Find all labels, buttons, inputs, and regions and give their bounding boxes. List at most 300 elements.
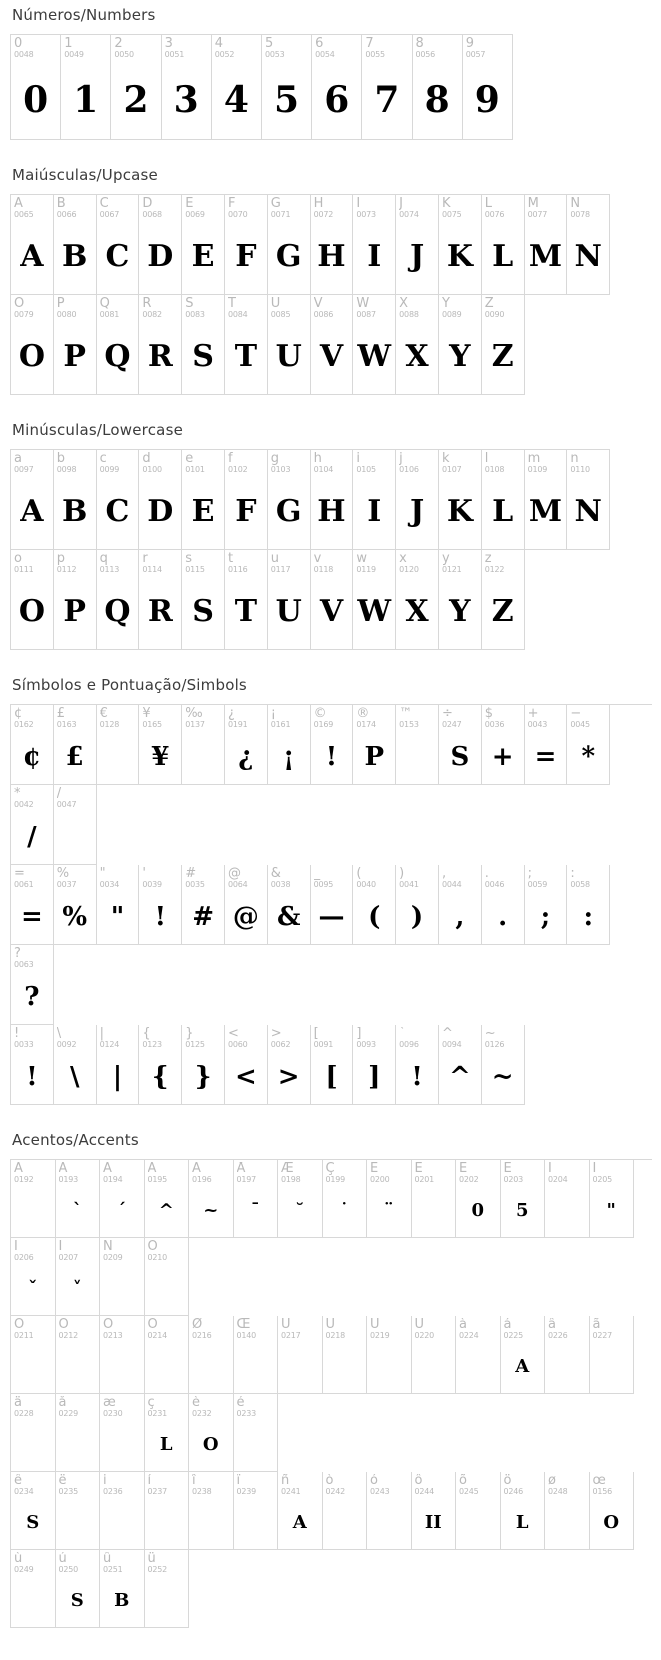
glyph-header — [439, 705, 481, 730]
glyph-cell[interactable] — [225, 450, 268, 550]
glyph-cell[interactable] — [11, 195, 54, 295]
glyph-cell[interactable] — [111, 35, 161, 140]
glyph-char-label: @ — [227, 867, 241, 881]
glyph-preview: [ — [325, 1062, 338, 1093]
glyph-char-label: ä — [14, 1396, 22, 1410]
glyph-cell[interactable] — [225, 1025, 268, 1105]
glyph-preview: ˙ — [339, 1200, 349, 1222]
glyph-cell[interactable] — [162, 35, 212, 140]
glyph-cell[interactable] — [54, 865, 97, 945]
glyph-preview: ´ — [117, 1200, 127, 1222]
glyph-cell[interactable] — [11, 1550, 56, 1628]
glyph-header — [100, 1550, 144, 1575]
glyph-cell[interactable] — [11, 550, 54, 650]
glyph-cell[interactable] — [234, 1472, 279, 1550]
glyph-char-label: f — [227, 452, 233, 466]
glyph-cell[interactable] — [189, 1472, 234, 1550]
section-title: Minúsculas/Lowercase — [12, 421, 184, 439]
glyph-cell[interactable] — [97, 705, 140, 785]
glyph-cell[interactable] — [262, 35, 312, 140]
glyph-header — [312, 35, 361, 60]
glyph-preview — [54, 810, 96, 864]
glyph-cell[interactable] — [463, 35, 513, 140]
glyph-header — [56, 1394, 100, 1419]
glyph-cell[interactable] — [268, 550, 311, 650]
glyph-cell[interactable] — [439, 295, 482, 395]
glyph-cell[interactable] — [311, 195, 354, 295]
glyph-cell[interactable] — [396, 295, 439, 395]
glyph-cell[interactable] — [439, 865, 482, 945]
glyph-cell[interactable] — [396, 1025, 439, 1105]
glyph-grid — [10, 1159, 652, 1316]
glyph-header — [11, 1394, 55, 1419]
glyph-cell[interactable] — [100, 1394, 145, 1472]
glyph-cell[interactable] — [56, 1550, 101, 1628]
glyph-grid — [10, 550, 525, 650]
glyph-code-label: 0196 — [192, 1175, 212, 1184]
glyph-cell[interactable] — [145, 1160, 190, 1238]
glyph-cell[interactable] — [97, 295, 140, 395]
glyph-cell[interactable] — [11, 1160, 56, 1238]
glyph-cell[interactable] — [311, 295, 354, 395]
glyph-code-label: 0241 — [281, 1487, 301, 1496]
glyph-cell[interactable] — [482, 295, 525, 395]
glyph-cell[interactable] — [525, 865, 568, 945]
glyph-code-label: 0078 — [570, 210, 590, 219]
glyph-cell[interactable] — [396, 550, 439, 650]
glyph-cell[interactable] — [54, 1025, 97, 1105]
glyph-header — [367, 1160, 411, 1185]
glyph-cell[interactable] — [501, 1316, 546, 1394]
glyph-cell[interactable] — [139, 295, 182, 395]
glyph-code-label: 0116 — [227, 565, 248, 574]
glyph-cell[interactable] — [353, 1025, 396, 1105]
glyph-header — [11, 295, 53, 320]
glyph-cell[interactable] — [311, 865, 354, 945]
glyph-code-label: 0043 — [527, 720, 548, 729]
glyph-cell[interactable] — [100, 1472, 145, 1550]
glyph-preview — [278, 1341, 322, 1393]
glyph-header — [323, 1160, 367, 1185]
glyph-code-label: 0233 — [236, 1409, 257, 1418]
glyph-cell[interactable] — [311, 550, 354, 650]
glyph-char-label: Û — [370, 1318, 380, 1332]
glyph-cell[interactable] — [54, 295, 97, 395]
glyph-cell[interactable] — [323, 1316, 368, 1394]
glyph-preview: ? — [24, 982, 40, 1013]
glyph-cell[interactable] — [145, 1550, 190, 1628]
glyph-code-label: 0071 — [270, 210, 291, 219]
glyph-cell[interactable] — [182, 295, 225, 395]
glyph-header — [139, 295, 181, 320]
glyph-char-label: ¡ — [270, 707, 276, 721]
glyph-char-label: R — [142, 297, 152, 311]
glyph-cell[interactable] — [362, 35, 412, 140]
glyph-cell[interactable] — [11, 705, 54, 785]
glyph-cell[interactable] — [311, 1025, 354, 1105]
glyph-cell[interactable] — [482, 705, 525, 785]
glyph-preview: 0 — [23, 78, 49, 121]
glyph-code-label: 0201 — [414, 1175, 435, 1184]
glyph-header — [439, 550, 481, 575]
glyph-preview — [11, 1419, 55, 1471]
glyph-preview: 4 — [223, 78, 249, 121]
glyph-cell[interactable] — [11, 865, 54, 945]
glyph-code-label: 0101 — [185, 465, 205, 474]
glyph-cell[interactable] — [139, 195, 182, 295]
glyph-header — [396, 705, 438, 730]
glyph-cell[interactable] — [396, 705, 439, 785]
glyph-cell[interactable] — [311, 450, 354, 550]
glyph-cell[interactable] — [353, 295, 396, 395]
glyph-preview: O — [603, 1512, 620, 1534]
glyph-code-label: 0079 — [14, 310, 34, 319]
glyph-char-label: É — [414, 1162, 423, 1176]
glyph-code-label: 0126 — [484, 1040, 505, 1049]
glyph-preview: O — [202, 1434, 219, 1456]
glyph-char-label: \ — [56, 1027, 62, 1041]
glyph-code-label: 0098 — [56, 465, 77, 474]
glyph-preview: R — [147, 339, 173, 375]
glyph-cell[interactable] — [353, 705, 396, 785]
glyph-cell[interactable] — [139, 865, 182, 945]
glyph-char-label: Ú — [325, 1318, 336, 1332]
glyph-code-label: 0060 — [227, 1040, 248, 1049]
glyph-preview: E — [191, 239, 215, 275]
glyph-cell[interactable] — [501, 1160, 546, 1238]
glyph-code-label: 0052 — [214, 50, 235, 59]
glyph-cell[interactable] — [439, 705, 482, 785]
glyph-cell[interactable] — [482, 450, 525, 550]
glyph-header — [353, 550, 395, 575]
glyph-cell[interactable] — [268, 865, 311, 945]
glyph-cell[interactable] — [456, 1316, 501, 1394]
glyph-cell[interactable] — [182, 550, 225, 650]
glyph-cell[interactable] — [97, 865, 140, 945]
glyph-char-label: B — [56, 197, 66, 211]
glyph-cell[interactable] — [145, 1472, 190, 1550]
glyph-char-label: [ — [313, 1027, 319, 1041]
glyph-cell[interactable] — [278, 1472, 323, 1550]
glyph-cell[interactable] — [396, 450, 439, 550]
glyph-cell[interactable] — [212, 35, 262, 140]
glyph-char-label: 5 — [264, 37, 274, 51]
glyph-code-label: 0218 — [325, 1331, 346, 1340]
glyph-cell[interactable] — [54, 450, 97, 550]
glyph-char-label: œ — [592, 1474, 606, 1488]
glyph-cell[interactable] — [268, 1025, 311, 1105]
glyph-preview: 9 — [474, 78, 500, 121]
glyph-code-label: 0216 — [192, 1331, 212, 1340]
glyph-header — [97, 705, 139, 730]
glyph-char-label: d — [142, 452, 151, 466]
glyph-cell[interactable] — [182, 195, 225, 295]
glyph-cell[interactable] — [268, 195, 311, 295]
glyph-cell[interactable] — [145, 1394, 190, 1472]
glyph-cell[interactable] — [182, 450, 225, 550]
glyph-char-label: % — [56, 867, 70, 881]
glyph-code-label: 0065 — [14, 210, 34, 219]
glyph-cell[interactable] — [482, 550, 525, 650]
glyph-cell[interactable] — [225, 295, 268, 395]
glyph-cell[interactable] — [54, 550, 97, 650]
glyph-header — [139, 450, 181, 475]
glyph-preview: P — [63, 594, 86, 630]
glyph-cell[interactable] — [225, 865, 268, 945]
glyph-header — [234, 1394, 278, 1419]
glyph-char-label: H — [313, 197, 324, 211]
glyph-cell[interactable] — [54, 705, 97, 785]
glyph-code-label: 0084 — [227, 310, 248, 319]
glyph-preview: > — [277, 1062, 300, 1093]
glyph-char-label: r — [142, 552, 148, 566]
glyph-preview: £ — [65, 742, 84, 773]
glyph-preview: T — [234, 594, 258, 630]
glyph-char-label: ¿ — [227, 707, 235, 721]
glyph-header — [182, 705, 224, 730]
glyph-code-label: 0063 — [14, 960, 34, 969]
glyph-char-label: I — [356, 197, 361, 211]
glyph-cell[interactable] — [182, 865, 225, 945]
glyph-cell[interactable] — [61, 35, 111, 140]
glyph-cell[interactable] — [145, 1316, 190, 1394]
glyph-cell[interactable] — [456, 1472, 501, 1550]
glyph-cell[interactable] — [11, 785, 54, 865]
glyph-cell[interactable] — [56, 1394, 101, 1472]
glyph-char-label: ú — [58, 1552, 67, 1566]
glyph-cell[interactable] — [11, 1394, 56, 1472]
glyph-cell[interactable] — [353, 865, 396, 945]
glyph-cell[interactable] — [482, 1025, 525, 1105]
glyph-cell[interactable] — [567, 195, 610, 295]
glyph-cell[interactable] — [234, 1316, 279, 1394]
glyph-header — [439, 1025, 481, 1050]
glyph-preview: B — [114, 1590, 130, 1612]
glyph-cell[interactable] — [525, 195, 568, 295]
glyph-cell[interactable] — [100, 1160, 145, 1238]
glyph-cell[interactable] — [367, 1472, 412, 1550]
glyph-cell[interactable] — [439, 450, 482, 550]
glyph-cell[interactable] — [139, 1025, 182, 1105]
glyph-cell[interactable] — [225, 550, 268, 650]
glyph-char-label: Ü — [414, 1318, 425, 1332]
glyph-cell[interactable] — [482, 195, 525, 295]
glyph-header — [97, 295, 139, 320]
glyph-cell[interactable] — [412, 1472, 457, 1550]
glyph-char-label: ( — [356, 867, 362, 881]
glyph-char-label: & — [270, 867, 281, 881]
glyph-cell[interactable] — [278, 1160, 323, 1238]
glyph-code-label: 0214 — [147, 1331, 168, 1340]
glyph-cell[interactable] — [311, 705, 354, 785]
glyph-cell[interactable] — [234, 1394, 279, 1472]
glyph-cell[interactable] — [225, 705, 268, 785]
glyph-preview — [412, 1185, 456, 1237]
glyph-header — [323, 1472, 367, 1497]
glyph-preview: — — [318, 902, 345, 933]
glyph-cell[interactable] — [189, 1316, 234, 1394]
glyph-cell[interactable] — [189, 1160, 234, 1238]
glyph-char-label: ã — [592, 1318, 601, 1332]
glyph-cell[interactable] — [11, 1472, 56, 1550]
glyph-code-label: 0113 — [99, 565, 120, 574]
glyph-char-label: W — [356, 297, 370, 311]
glyph-grid — [10, 865, 652, 1025]
glyph-preview: A — [20, 494, 44, 530]
glyph-header — [311, 705, 353, 730]
glyph-preview: + — [491, 742, 514, 773]
glyph-cell[interactable] — [97, 550, 140, 650]
glyph-cell[interactable] — [100, 1316, 145, 1394]
glyph-char-label: £ — [56, 707, 66, 721]
glyph-char-label: 9 — [465, 37, 474, 51]
glyph-preview: O — [18, 339, 45, 375]
glyph-cell[interactable] — [11, 450, 54, 550]
glyph-cell[interactable] — [234, 1160, 279, 1238]
glyph-cell[interactable] — [225, 195, 268, 295]
glyph-header — [456, 1316, 500, 1341]
glyph-cell[interactable] — [268, 295, 311, 395]
glyph-cell[interactable] — [590, 1316, 635, 1394]
glyph-header — [278, 1160, 322, 1185]
glyph-cell[interactable] — [367, 1160, 412, 1238]
glyph-preview: ˘ — [295, 1200, 305, 1222]
glyph-cell[interactable] — [590, 1160, 635, 1238]
glyph-header — [11, 785, 53, 810]
glyph-char-label: > — [270, 1027, 282, 1041]
glyph-preview: K — [446, 239, 473, 275]
glyph-cell[interactable] — [268, 450, 311, 550]
glyph-char-label: é — [236, 1396, 245, 1410]
glyph-cell[interactable] — [353, 195, 396, 295]
glyph-cell[interactable] — [439, 550, 482, 650]
glyph-header — [482, 195, 524, 220]
glyph-cell[interactable] — [412, 1316, 457, 1394]
glyph-cell[interactable] — [97, 195, 140, 295]
glyph-header — [212, 35, 261, 60]
glyph-cell[interactable] — [139, 450, 182, 550]
glyph-cell[interactable] — [97, 450, 140, 550]
glyph-cell[interactable] — [567, 705, 610, 785]
glyph-char-label: − — [570, 707, 582, 721]
glyph-code-label: 0124 — [99, 1040, 120, 1049]
glyph-code-label: 0059 — [527, 880, 548, 889]
glyph-code-label: 0100 — [142, 465, 162, 474]
glyph-cell[interactable] — [525, 450, 568, 550]
glyph-preview — [234, 1497, 278, 1549]
glyph-cell[interactable] — [396, 195, 439, 295]
glyph-cell[interactable] — [312, 35, 362, 140]
glyph-cell[interactable] — [11, 35, 61, 140]
glyph-code-label: 0095 — [313, 880, 334, 889]
glyph-code-label: 0082 — [142, 310, 162, 319]
section-title: Símbolos e Pontuação/Simbols — [12, 676, 247, 694]
glyph-cell[interactable] — [353, 450, 396, 550]
glyph-preview: II — [424, 1512, 442, 1534]
glyph-preview: * — [581, 742, 596, 773]
glyph-preview: Q — [104, 339, 131, 375]
glyph-header — [54, 295, 96, 320]
glyph-cell[interactable] — [323, 1472, 368, 1550]
glyph-preview — [367, 1497, 411, 1549]
glyph-preview: ¯ — [250, 1200, 260, 1222]
glyph-cell[interactable] — [56, 1160, 101, 1238]
glyph-preview: Z — [491, 594, 514, 630]
glyph-code-label: 0112 — [56, 565, 77, 574]
glyph-header — [545, 1472, 589, 1497]
glyph-preview — [100, 1341, 144, 1393]
glyph-cell[interactable] — [545, 1316, 590, 1394]
glyph-cell[interactable] — [11, 945, 54, 1025]
glyph-cell[interactable] — [396, 865, 439, 945]
glyph-cell[interactable] — [590, 1472, 635, 1550]
glyph-cell[interactable] — [482, 865, 525, 945]
glyph-cell[interactable] — [545, 1472, 590, 1550]
glyph-header — [139, 865, 181, 890]
glyph-preview: @ — [232, 902, 259, 933]
glyph-cell[interactable] — [145, 1238, 190, 1316]
glyph-cell[interactable] — [139, 550, 182, 650]
glyph-cell[interactable] — [182, 705, 225, 785]
glyph-cell[interactable] — [567, 865, 610, 945]
glyph-cell[interactable] — [456, 1160, 501, 1238]
glyph-cell[interactable] — [439, 1025, 482, 1105]
glyph-cell[interactable] — [439, 195, 482, 295]
glyph-cell[interactable] — [56, 1316, 101, 1394]
glyph-char-label: C — [99, 197, 109, 211]
glyph-char-label: { — [142, 1027, 151, 1041]
glyph-cell[interactable] — [54, 785, 97, 865]
glyph-code-label: 0137 — [185, 720, 205, 729]
glyph-cell[interactable] — [268, 705, 311, 785]
glyph-cell[interactable] — [323, 1160, 368, 1238]
glyph-cell[interactable] — [278, 1316, 323, 1394]
glyph-char-label: Ö — [147, 1318, 158, 1332]
glyph-header — [367, 1316, 411, 1341]
glyph-header — [525, 705, 567, 730]
glyph-header — [482, 550, 524, 575]
glyph-cell[interactable] — [567, 450, 610, 550]
glyph-cell[interactable] — [11, 1316, 56, 1394]
glyph-cell[interactable] — [100, 1238, 145, 1316]
glyph-cell[interactable] — [189, 1394, 234, 1472]
glyph-cell[interactable] — [412, 1160, 457, 1238]
glyph-cell[interactable] — [182, 1025, 225, 1105]
glyph-cell[interactable] — [413, 35, 463, 140]
glyph-cell[interactable] — [54, 195, 97, 295]
glyph-cell[interactable] — [56, 1238, 101, 1316]
glyph-cell[interactable] — [367, 1316, 412, 1394]
glyph-code-label: 0061 — [14, 880, 34, 889]
glyph-char-label: A — [14, 197, 23, 211]
glyph-cell[interactable] — [139, 705, 182, 785]
glyph-cell[interactable] — [353, 550, 396, 650]
glyph-cell[interactable] — [56, 1472, 101, 1550]
glyph-preview: F — [235, 239, 257, 275]
glyph-code-label: 0212 — [58, 1331, 79, 1340]
glyph-cell[interactable] — [11, 295, 54, 395]
glyph-cell[interactable] — [525, 705, 568, 785]
glyph-cell[interactable] — [545, 1160, 590, 1238]
glyph-char-label: ) — [399, 867, 405, 881]
glyph-cell[interactable] — [11, 1025, 54, 1105]
glyph-cell[interactable] — [11, 1238, 56, 1316]
glyph-cell[interactable] — [97, 1025, 140, 1105]
glyph-code-label: 0243 — [370, 1487, 390, 1496]
glyph-cell[interactable] — [501, 1472, 546, 1550]
glyph-header — [311, 195, 353, 220]
glyph-cell[interactable] — [100, 1550, 145, 1628]
